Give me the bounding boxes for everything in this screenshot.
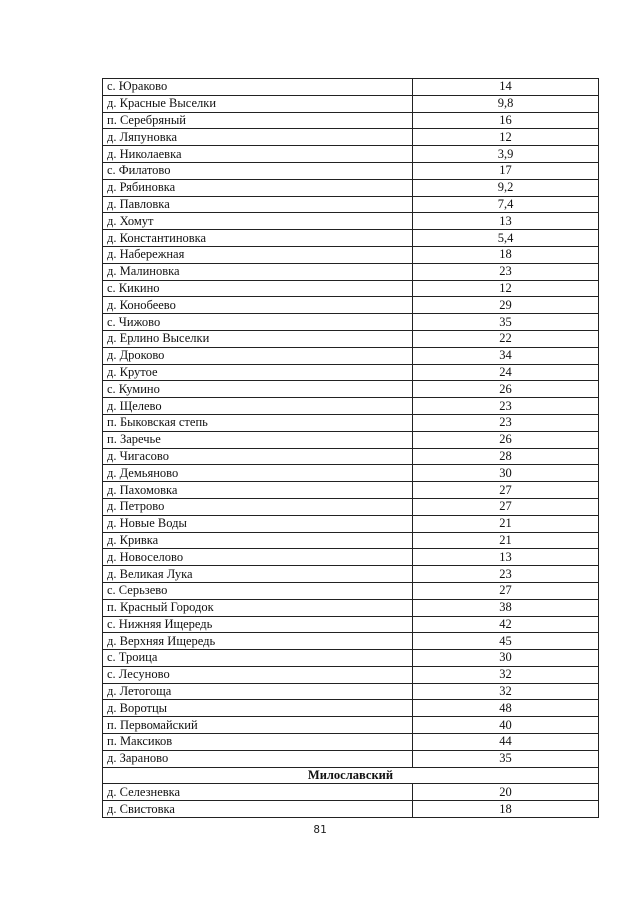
settlement-name: д. Ляпуновка (103, 129, 413, 146)
settlement-name: д. Красные Выселки (103, 95, 413, 112)
distance-value: 26 (413, 431, 599, 448)
settlement-name: д. Хомут (103, 213, 413, 230)
settlement-name: с. Нижняя Ищередь (103, 616, 413, 633)
settlement-name: д. Малиновка (103, 263, 413, 280)
table-row (103, 431, 599, 448)
settlement-name: д. Зараново (103, 750, 413, 767)
distance-value: 48 (413, 700, 599, 717)
settlement-name: д. Рябиновка (103, 179, 413, 196)
settlement-name: д. Ерлино Выселки (103, 330, 413, 347)
table-row (103, 633, 599, 650)
settlement-name: п. Быковская степь (103, 414, 413, 431)
settlement-name: с. Троица (103, 650, 413, 667)
table-row (103, 566, 599, 583)
settlement-name: д. Кривка (103, 532, 413, 549)
table-row (103, 498, 599, 515)
table-row (103, 549, 599, 566)
settlement-name: д. Конобеево (103, 297, 413, 314)
distance-value: 21 (413, 532, 599, 549)
settlement-name: д. Павловка (103, 196, 413, 213)
table-body (103, 79, 599, 818)
distance-value: 30 (413, 650, 599, 667)
settlement-name: д. Свистовка (103, 801, 413, 818)
distance-table (102, 78, 599, 818)
settlement-name: д. Демьяново (103, 465, 413, 482)
table-row (103, 347, 599, 364)
table-row (103, 112, 599, 129)
table-row (103, 95, 599, 112)
table-row (103, 246, 599, 263)
table-row (103, 582, 599, 599)
settlement-name: д. Великая Лука (103, 566, 413, 583)
table-row (103, 314, 599, 331)
table-row (103, 599, 599, 616)
distance-value: 24 (413, 364, 599, 381)
table-row (103, 381, 599, 398)
settlement-name: д. Верхняя Ищередь (103, 633, 413, 650)
table-row (103, 801, 599, 818)
table-row (103, 414, 599, 431)
distance-value: 27 (413, 582, 599, 599)
settlement-name: д. Летогоща (103, 683, 413, 700)
settlement-name: п. Максиков (103, 734, 413, 751)
distance-value: 18 (413, 246, 599, 263)
distance-value: 16 (413, 112, 599, 129)
settlement-name: п. Серебряный (103, 112, 413, 129)
distance-value: 23 (413, 566, 599, 583)
section-header-row (103, 767, 599, 784)
table-row (103, 616, 599, 633)
table-row (103, 79, 599, 96)
settlement-name: п. Красный Городок (103, 599, 413, 616)
table-row (103, 700, 599, 717)
distance-value: 44 (413, 734, 599, 751)
distance-value: 12 (413, 129, 599, 146)
table-row (103, 734, 599, 751)
distance-value: 23 (413, 263, 599, 280)
distance-value: 9,8 (413, 95, 599, 112)
table-row (103, 717, 599, 734)
distance-value: 21 (413, 515, 599, 532)
distance-value: 23 (413, 398, 599, 415)
distance-value: 29 (413, 297, 599, 314)
table-row (103, 465, 599, 482)
settlement-name: с. Филатово (103, 162, 413, 179)
table-row (103, 784, 599, 801)
table-row (103, 515, 599, 532)
settlement-name: д. Щелево (103, 398, 413, 415)
table-row (103, 129, 599, 146)
settlement-name: д. Константиновка (103, 230, 413, 247)
table-row (103, 448, 599, 465)
distance-value: 40 (413, 717, 599, 734)
distance-value: 32 (413, 683, 599, 700)
settlement-name: д. Николаевка (103, 146, 413, 163)
table-row (103, 196, 599, 213)
table-row (103, 398, 599, 415)
distance-value: 34 (413, 347, 599, 364)
distance-value: 9,2 (413, 179, 599, 196)
table-row (103, 297, 599, 314)
settlement-name: с. Юраково (103, 79, 413, 96)
settlement-name: д. Набережная (103, 246, 413, 263)
distance-value: 35 (413, 314, 599, 331)
table-row (103, 683, 599, 700)
distance-value: 35 (413, 750, 599, 767)
page-number: 81 (313, 823, 327, 836)
settlement-name: д. Чигасово (103, 448, 413, 465)
settlement-name: с. Серьзево (103, 582, 413, 599)
settlement-name: д. Селезневка (103, 784, 413, 801)
distance-value: 23 (413, 414, 599, 431)
distance-value: 27 (413, 482, 599, 499)
table-row (103, 364, 599, 381)
settlement-name: д. Новые Воды (103, 515, 413, 532)
distance-value: 30 (413, 465, 599, 482)
distance-value: 20 (413, 784, 599, 801)
settlement-name: д. Петрово (103, 498, 413, 515)
distance-value: 42 (413, 616, 599, 633)
distance-value: 32 (413, 666, 599, 683)
settlement-name: д. Дроково (103, 347, 413, 364)
distance-value: 45 (413, 633, 599, 650)
distance-value: 17 (413, 162, 599, 179)
distance-value: 38 (413, 599, 599, 616)
distance-value: 27 (413, 498, 599, 515)
table-row (103, 162, 599, 179)
table-row (103, 650, 599, 667)
distance-value: 18 (413, 801, 599, 818)
table-row (103, 482, 599, 499)
table-row (103, 213, 599, 230)
distance-value: 14 (413, 79, 599, 96)
table-row (103, 179, 599, 196)
table-row (103, 750, 599, 767)
settlement-name: д. Новоселово (103, 549, 413, 566)
settlement-name: п. Заречье (103, 431, 413, 448)
settlement-name: с. Чижово (103, 314, 413, 331)
distance-value: 3,9 (413, 146, 599, 163)
distance-value: 22 (413, 330, 599, 347)
settlement-name: д. Воротцы (103, 700, 413, 717)
settlement-name: с. Лесуново (103, 666, 413, 683)
distance-value: 5,4 (413, 230, 599, 247)
table-row (103, 280, 599, 297)
table-row (103, 146, 599, 163)
table-row (103, 230, 599, 247)
distance-value: 28 (413, 448, 599, 465)
settlement-name: д. Пахомовка (103, 482, 413, 499)
distance-value: 26 (413, 381, 599, 398)
table-row (103, 666, 599, 683)
table-row (103, 330, 599, 347)
distance-value: 13 (413, 549, 599, 566)
distance-value: 7,4 (413, 196, 599, 213)
table-row (103, 532, 599, 549)
settlement-name: с. Кумино (103, 381, 413, 398)
distance-value: 12 (413, 280, 599, 297)
table-row (103, 263, 599, 280)
settlement-name: д. Крутое (103, 364, 413, 381)
settlement-name: п. Первомайский (103, 717, 413, 734)
settlement-name: с. Кикино (103, 280, 413, 297)
distance-value: 13 (413, 213, 599, 230)
section-title: Милославский (103, 767, 599, 784)
